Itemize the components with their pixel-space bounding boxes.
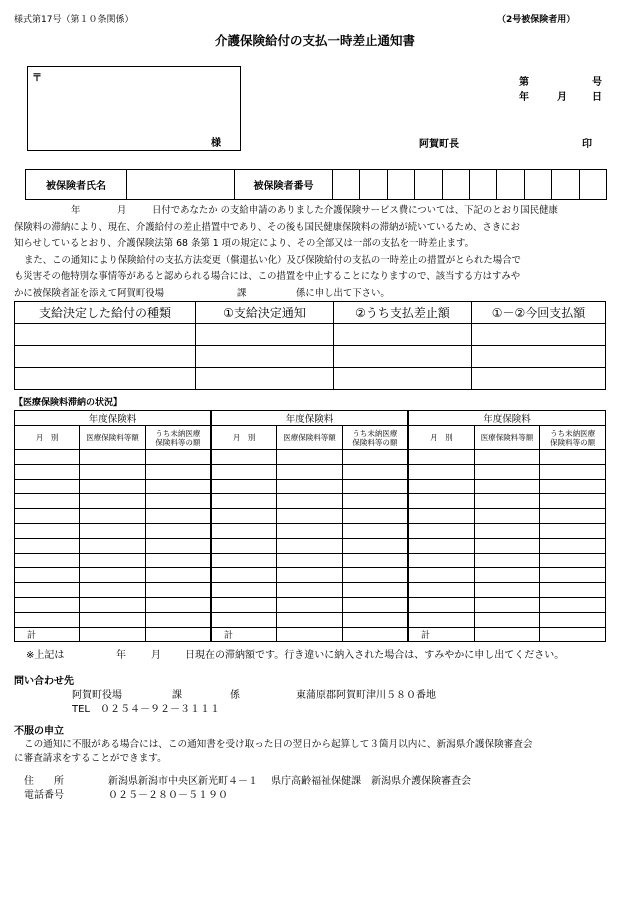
arrears-note <box>14 646 624 660</box>
col-premium-amount: 医療保険料等額 <box>80 426 145 450</box>
benefit-col-type: 支給決定した給付の種類 <box>15 302 196 324</box>
form-number: 様式第17号（第１０条関係） <box>14 15 134 25</box>
insured-number-digit <box>387 170 414 200</box>
fiscal-year-header: 年度保険料 <box>409 411 606 426</box>
address-box <box>27 66 241 151</box>
mayor-name: 阿賀町長 <box>419 139 459 150</box>
table-row <box>212 464 408 479</box>
document-title: 介護保険給付の支払一時差止通知書 <box>214 33 415 48</box>
table-row <box>212 509 408 524</box>
p2-line1: また、この通知により保険給付の支払方法変更（償還払い化）及び保険給付の支払の一時差止の措置がとられた場合で <box>24 254 521 266</box>
p1-line2: 保険料の滞納により、現在、介護給付の差止措置中であり、その後も国民健康保険料の滞納が続いているため、さきにお <box>14 221 520 233</box>
table-row <box>409 583 606 598</box>
insured-number-digit <box>415 170 442 200</box>
inquiry-ka: 課 <box>172 690 182 701</box>
appeal-line1: この通知に不服がある場合には、この通知書を受け取った日の翌日から起算して３箇月以内に、新潟県介護保険審査会 <box>24 739 533 750</box>
table-row <box>212 553 408 568</box>
insured-category: （2号被保険者用） <box>497 15 576 25</box>
col-unpaid-line1: うち未納医療 <box>155 428 201 438</box>
number-go: 号 <box>592 77 602 88</box>
table-row <box>409 597 606 612</box>
col-month: 月 別 <box>212 426 277 450</box>
table-row <box>15 494 211 509</box>
col-month: 月 別 <box>409 426 475 450</box>
arrears-table-2 <box>211 410 408 642</box>
table-row <box>212 523 408 538</box>
table-row <box>15 597 211 612</box>
insured-number-digit <box>333 170 360 200</box>
table-row <box>212 612 408 627</box>
note-year: 年 <box>116 650 126 661</box>
p1-line1: 日付であなたか の支給申請のありました介護保険サービス費については、下記のとおり国民健康 <box>152 205 558 216</box>
col-unpaid-amount <box>145 426 210 450</box>
p2-line3-ka: 課 <box>237 287 247 299</box>
benefit-col-decision: ①支給決定通知 <box>196 302 334 324</box>
inquiry-address: 東蒲原郡阿賀町津川５８０番地 <box>296 690 436 701</box>
table-row <box>409 464 606 479</box>
table-row <box>409 612 606 627</box>
inquiry-title: 問い合わせ先 <box>14 676 74 687</box>
insured-name-label: 被保険者氏名 <box>26 170 127 200</box>
col-unpaid-amount <box>540 426 606 450</box>
table-row <box>409 494 606 509</box>
table-row <box>212 479 408 494</box>
col-premium-amount: 医療保険料等額 <box>474 426 540 450</box>
benefit-col-payment: ①－②今回支払額 <box>472 302 606 324</box>
col-premium-amount: 医療保険料等額 <box>277 426 342 450</box>
appeal-phone-value: ０２５－２８０－５１９０ <box>108 790 228 801</box>
arrears-section-title: 【医療保険料滞納の状況】 <box>14 398 123 408</box>
col-unpaid-line2: 保険料等の額 <box>352 437 398 447</box>
table-row <box>212 538 408 553</box>
col-unpaid-amount <box>342 426 407 450</box>
table-row <box>15 523 211 538</box>
table-row <box>409 450 606 465</box>
appeal-phone-label: 電話番号 <box>24 790 64 801</box>
col-month: 月 別 <box>15 426 80 450</box>
table-row <box>15 464 211 479</box>
date-day: 日 <box>592 92 602 103</box>
col-unpaid-line2: 保険料等の額 <box>550 437 596 447</box>
table-row <box>212 597 408 612</box>
inquiry-kakari: 係 <box>230 690 240 701</box>
table-row <box>15 368 606 390</box>
arrears-table-1 <box>14 410 211 642</box>
table-row <box>15 479 211 494</box>
p1-line3: 知らせしているとおり、介護保険法第 68 条第 1 項の規定により、その全部又は一部の支払を一時差止ます。 <box>14 238 475 249</box>
insured-name-cell <box>127 170 235 200</box>
table-row <box>409 509 606 524</box>
insured-number-digit <box>552 170 579 200</box>
insured-number-digit <box>579 170 606 200</box>
col-unpaid-line1: うち未納医療 <box>550 428 596 438</box>
table-row <box>15 568 211 583</box>
arrears-table-3 <box>408 410 606 642</box>
appeal-title: 不服の申立 <box>14 726 64 737</box>
table-row <box>15 324 606 346</box>
table-row <box>409 568 606 583</box>
col-unpaid-line2: 保険料等の額 <box>155 437 201 447</box>
insured-number-digit <box>524 170 551 200</box>
table-row <box>212 583 408 598</box>
inquiry-office: 阿賀町役場 <box>72 690 122 701</box>
number-dai: 第 <box>519 77 529 88</box>
honorific-sama: 様 <box>211 138 221 149</box>
appeal-line2: に審査請求をすることができます。 <box>14 753 167 764</box>
appeal-address-label: 住 所 <box>24 776 64 787</box>
table-row <box>15 450 211 465</box>
table-row <box>15 553 211 568</box>
table-row <box>409 553 606 568</box>
date-month: 月 <box>557 92 567 103</box>
table-row <box>15 538 211 553</box>
fiscal-year-header: 年度保険料 <box>15 411 211 426</box>
benefit-table <box>14 301 606 390</box>
insured-number-label: 被保険者番号 <box>235 170 333 200</box>
p2-line3-b: 係に申し出て下さい。 <box>296 287 390 299</box>
table-row <box>15 583 211 598</box>
table-row <box>212 494 408 509</box>
total-label: 計 <box>212 627 277 641</box>
appeal-address-value: 新潟県新潟市中央区新光町４－１ 県庁高齢福祉保健課 新潟県介護保険審査会 <box>108 776 472 787</box>
table-row <box>409 523 606 538</box>
table-row <box>212 450 408 465</box>
seal-mark: 印 <box>582 139 592 150</box>
total-label: 計 <box>409 627 475 641</box>
p1-month: 月 <box>117 205 127 216</box>
benefit-col-withheld: ②うち支払差止額 <box>334 302 472 324</box>
note-prefix: ※上記は <box>26 650 65 661</box>
table-row <box>212 568 408 583</box>
note-suffix: 日現在の滞納額です。行き違いに納入された場合は、すみやかに申し出てください。 <box>185 650 565 661</box>
p1-year: 年 <box>71 205 81 216</box>
p2-line2: も災害その他特別な事情等があると認められる場合には、この措置を中止することになりますので、該当する方はすみや <box>14 271 521 282</box>
date-year: 年 <box>519 92 529 103</box>
insured-number-digit <box>442 170 469 200</box>
table-row <box>15 612 211 627</box>
table-row <box>15 509 211 524</box>
fiscal-year-header: 年度保険料 <box>212 411 408 426</box>
postal-mark: 〒 <box>32 73 42 84</box>
insured-number-digit <box>497 170 524 200</box>
body-text <box>14 203 558 302</box>
note-month: 月 <box>151 650 161 661</box>
p2-line3-a: かに被保険者証を添えて阿賀町役場 <box>14 287 165 299</box>
col-unpaid-line1: うち未納医療 <box>352 428 398 438</box>
insured-number-digit <box>360 170 387 200</box>
total-label: 計 <box>15 627 80 641</box>
inquiry-tel: TEL ０２５４－９２－３１１１ <box>72 704 220 715</box>
insured-person-table <box>25 169 607 200</box>
table-row <box>15 346 606 368</box>
table-row <box>409 538 606 553</box>
insured-number-digit <box>469 170 496 200</box>
table-row <box>409 479 606 494</box>
